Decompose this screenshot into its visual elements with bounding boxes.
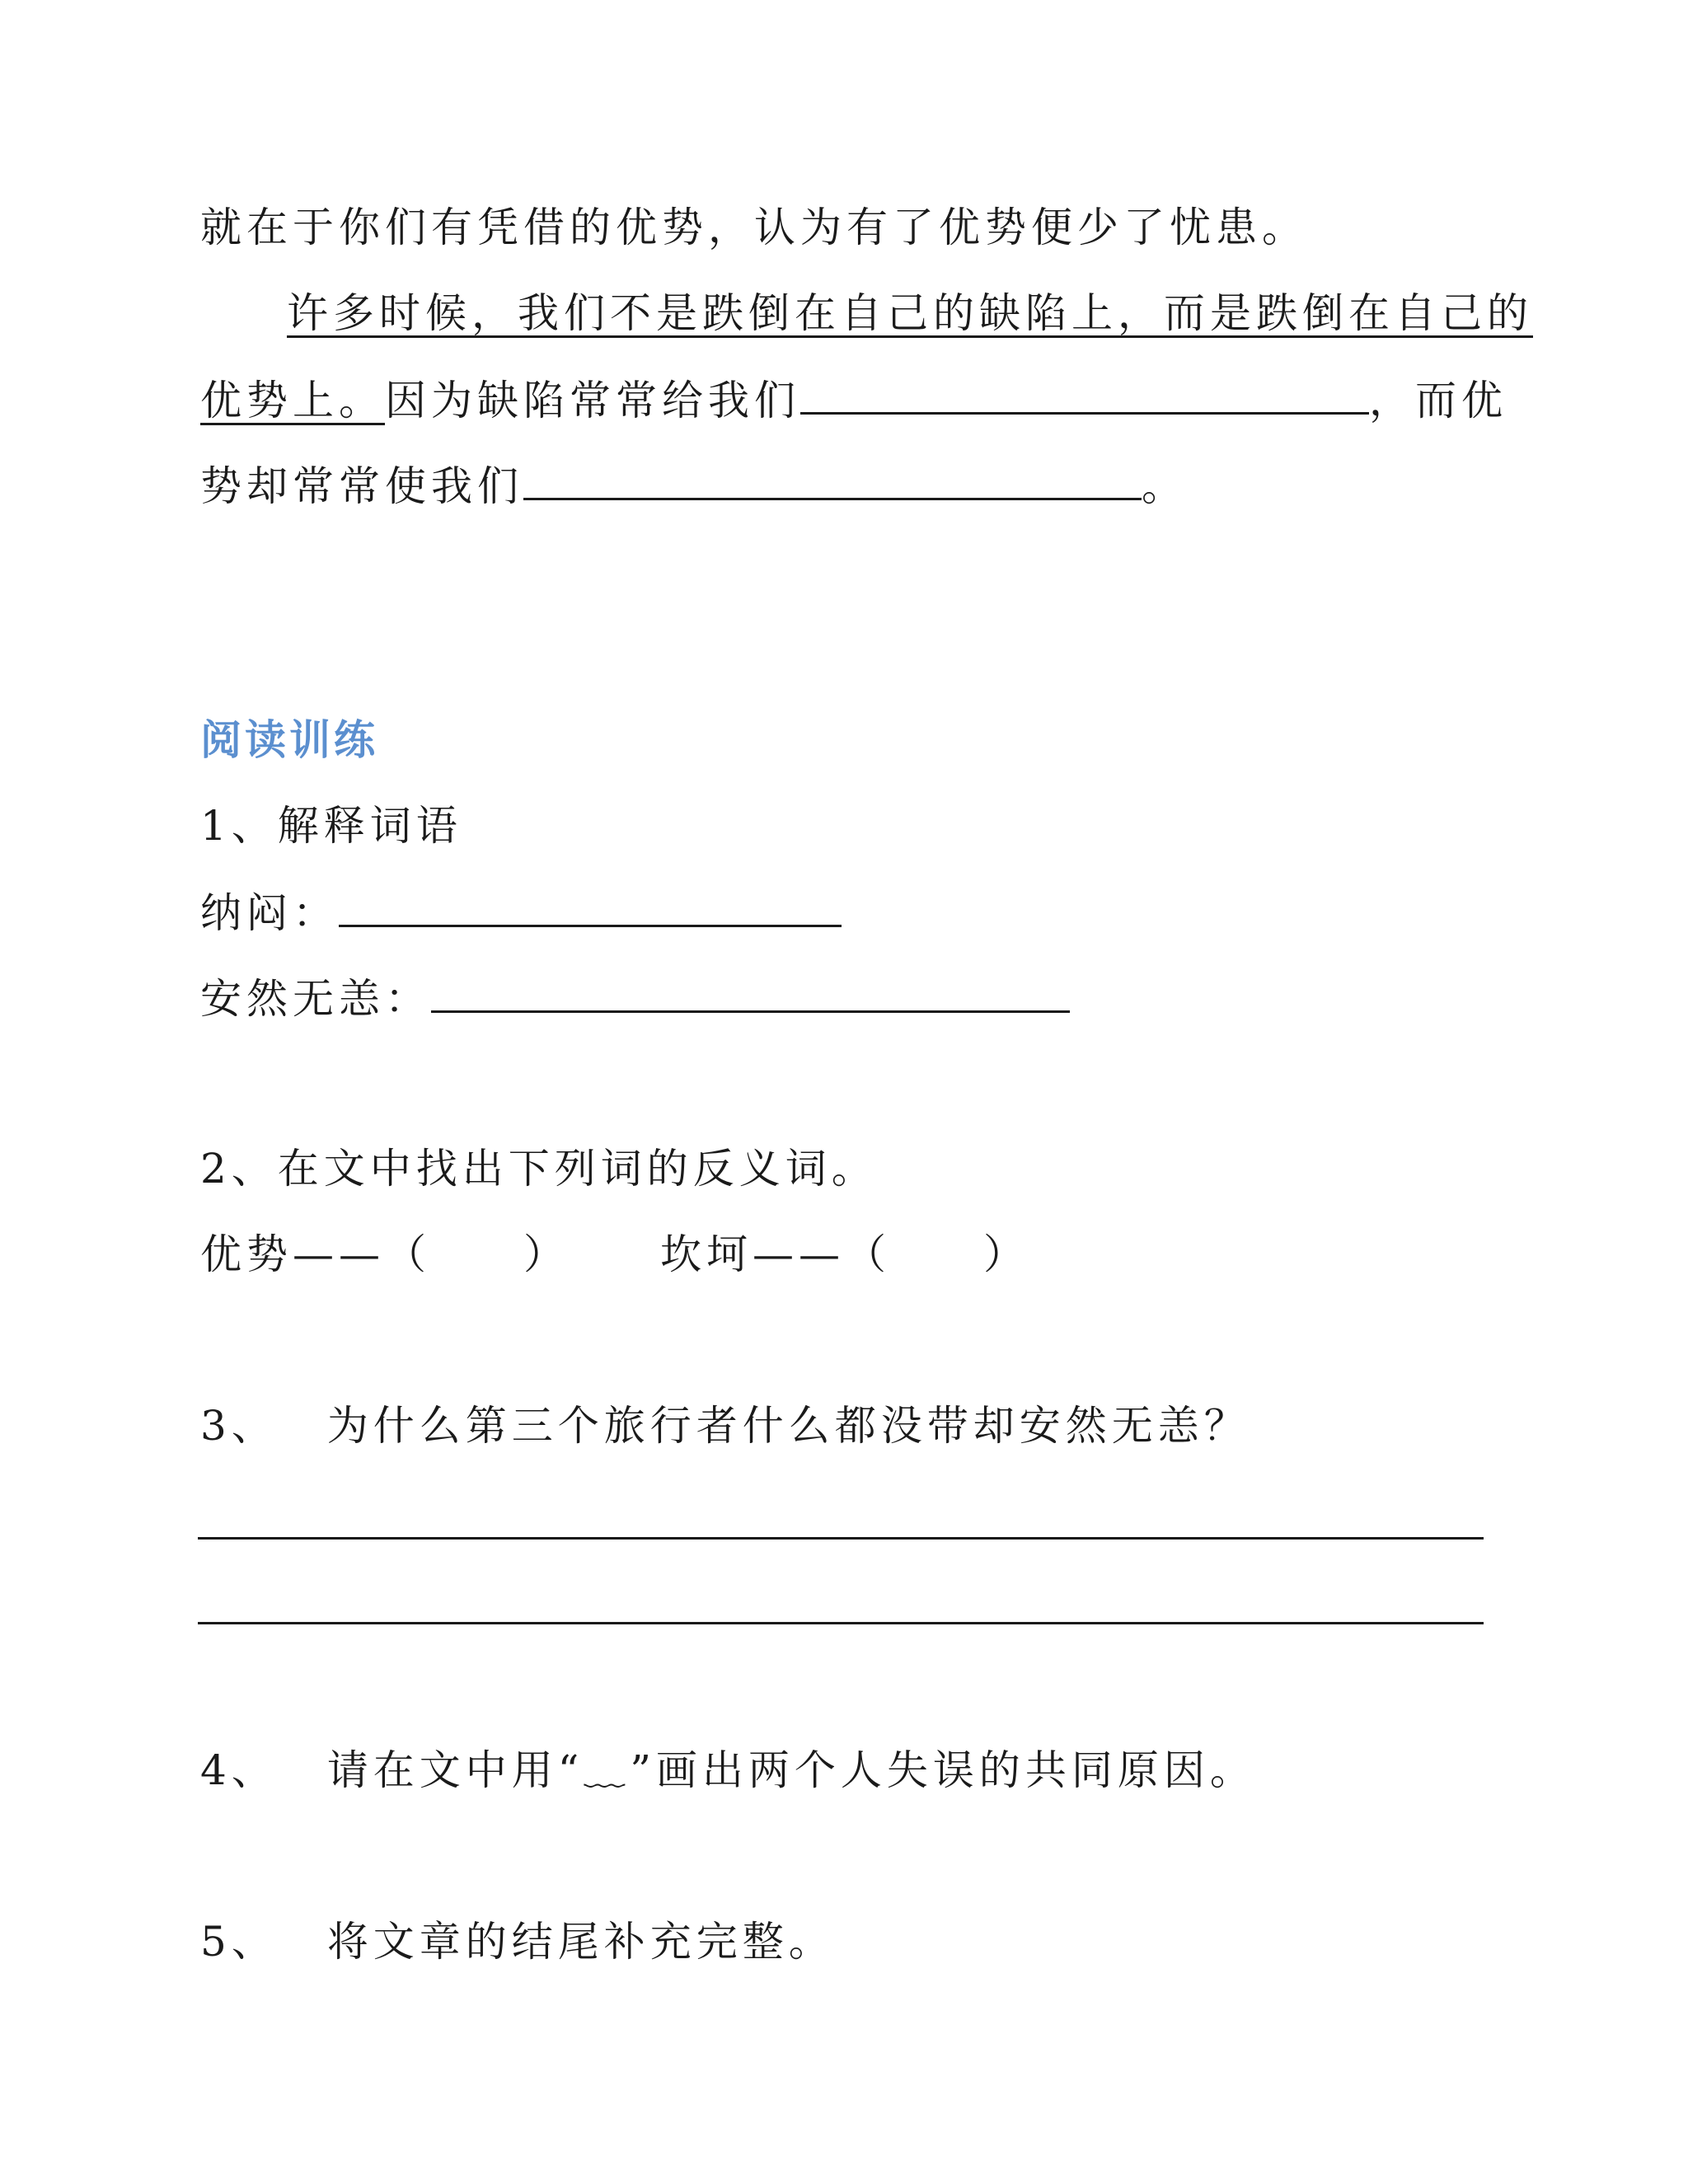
q3-row <box>200 1401 1250 1451</box>
q4-text: 请在文中用“﹏”画出两个人失误的共同原因。 <box>326 1746 1256 1794</box>
q5-text: 将文章的结尾补充完整。 <box>326 1918 835 1966</box>
q1-word-1-row <box>200 887 842 938</box>
passage-line-4-text: 势却常常使我们 <box>200 462 523 510</box>
q2-title-text: 2、在文中找出下列词的反义词。 <box>200 1145 878 1193</box>
fill-blank-2[interactable] <box>523 460 1142 500</box>
q3-number: 3、 <box>200 1402 278 1450</box>
fill-blank-1[interactable] <box>800 374 1369 415</box>
q1-word-2-answer-blank[interactable] <box>431 972 1070 1013</box>
q2-title <box>200 1144 878 1193</box>
passage-line-1-text: 就在于你们有凭借的优势，认为有了优势便少了忧患。 <box>200 204 1308 251</box>
q5-number: 5、 <box>200 1918 278 1966</box>
q1-title-text: 1、解释词语 <box>200 802 462 850</box>
q2-antonym-pair-1[interactable]: 优势——（ ） <box>200 1230 570 1278</box>
q1-word-1-label: 纳闷： <box>200 889 339 937</box>
q2-pairs-row <box>200 1230 1029 1279</box>
passage-line-4-tail: 。 <box>1142 462 1188 510</box>
section-title: 阅读训练 <box>200 715 378 764</box>
passage-line-3 <box>200 374 1507 425</box>
underlined-sentence-part-2: 优势上。 <box>200 377 385 424</box>
passage-line-3-tail: ，而优 <box>1369 377 1507 424</box>
q3-answer-line-1[interactable] <box>198 1537 1484 1540</box>
q3-text: 为什么第三个旅行者什么都没带却安然无恙？ <box>326 1402 1250 1450</box>
passage-line-2 <box>287 288 1533 338</box>
q1-title <box>200 801 462 851</box>
q1-word-2-label: 安然无恙： <box>200 975 431 1023</box>
q1-word-2-row <box>200 972 1070 1024</box>
underlined-sentence-part-1: 许多时候，我们不是跌倒在自己的缺陷上，而是跌倒在自己的 <box>287 289 1533 337</box>
q2-antonym-pair-2[interactable]: 坎坷——（ ） <box>660 1230 1029 1278</box>
q4-row <box>200 1746 1256 1795</box>
q1-word-1-answer-blank[interactable] <box>339 887 842 927</box>
q4-number: 4、 <box>200 1746 278 1794</box>
q3-answer-line-2[interactable] <box>198 1622 1484 1624</box>
passage-line-4 <box>200 460 1188 511</box>
passage-line-3-text: 因为缺陷常常给我们 <box>385 377 800 424</box>
passage-line-1 <box>200 203 1308 252</box>
q5-row <box>200 1917 835 1966</box>
